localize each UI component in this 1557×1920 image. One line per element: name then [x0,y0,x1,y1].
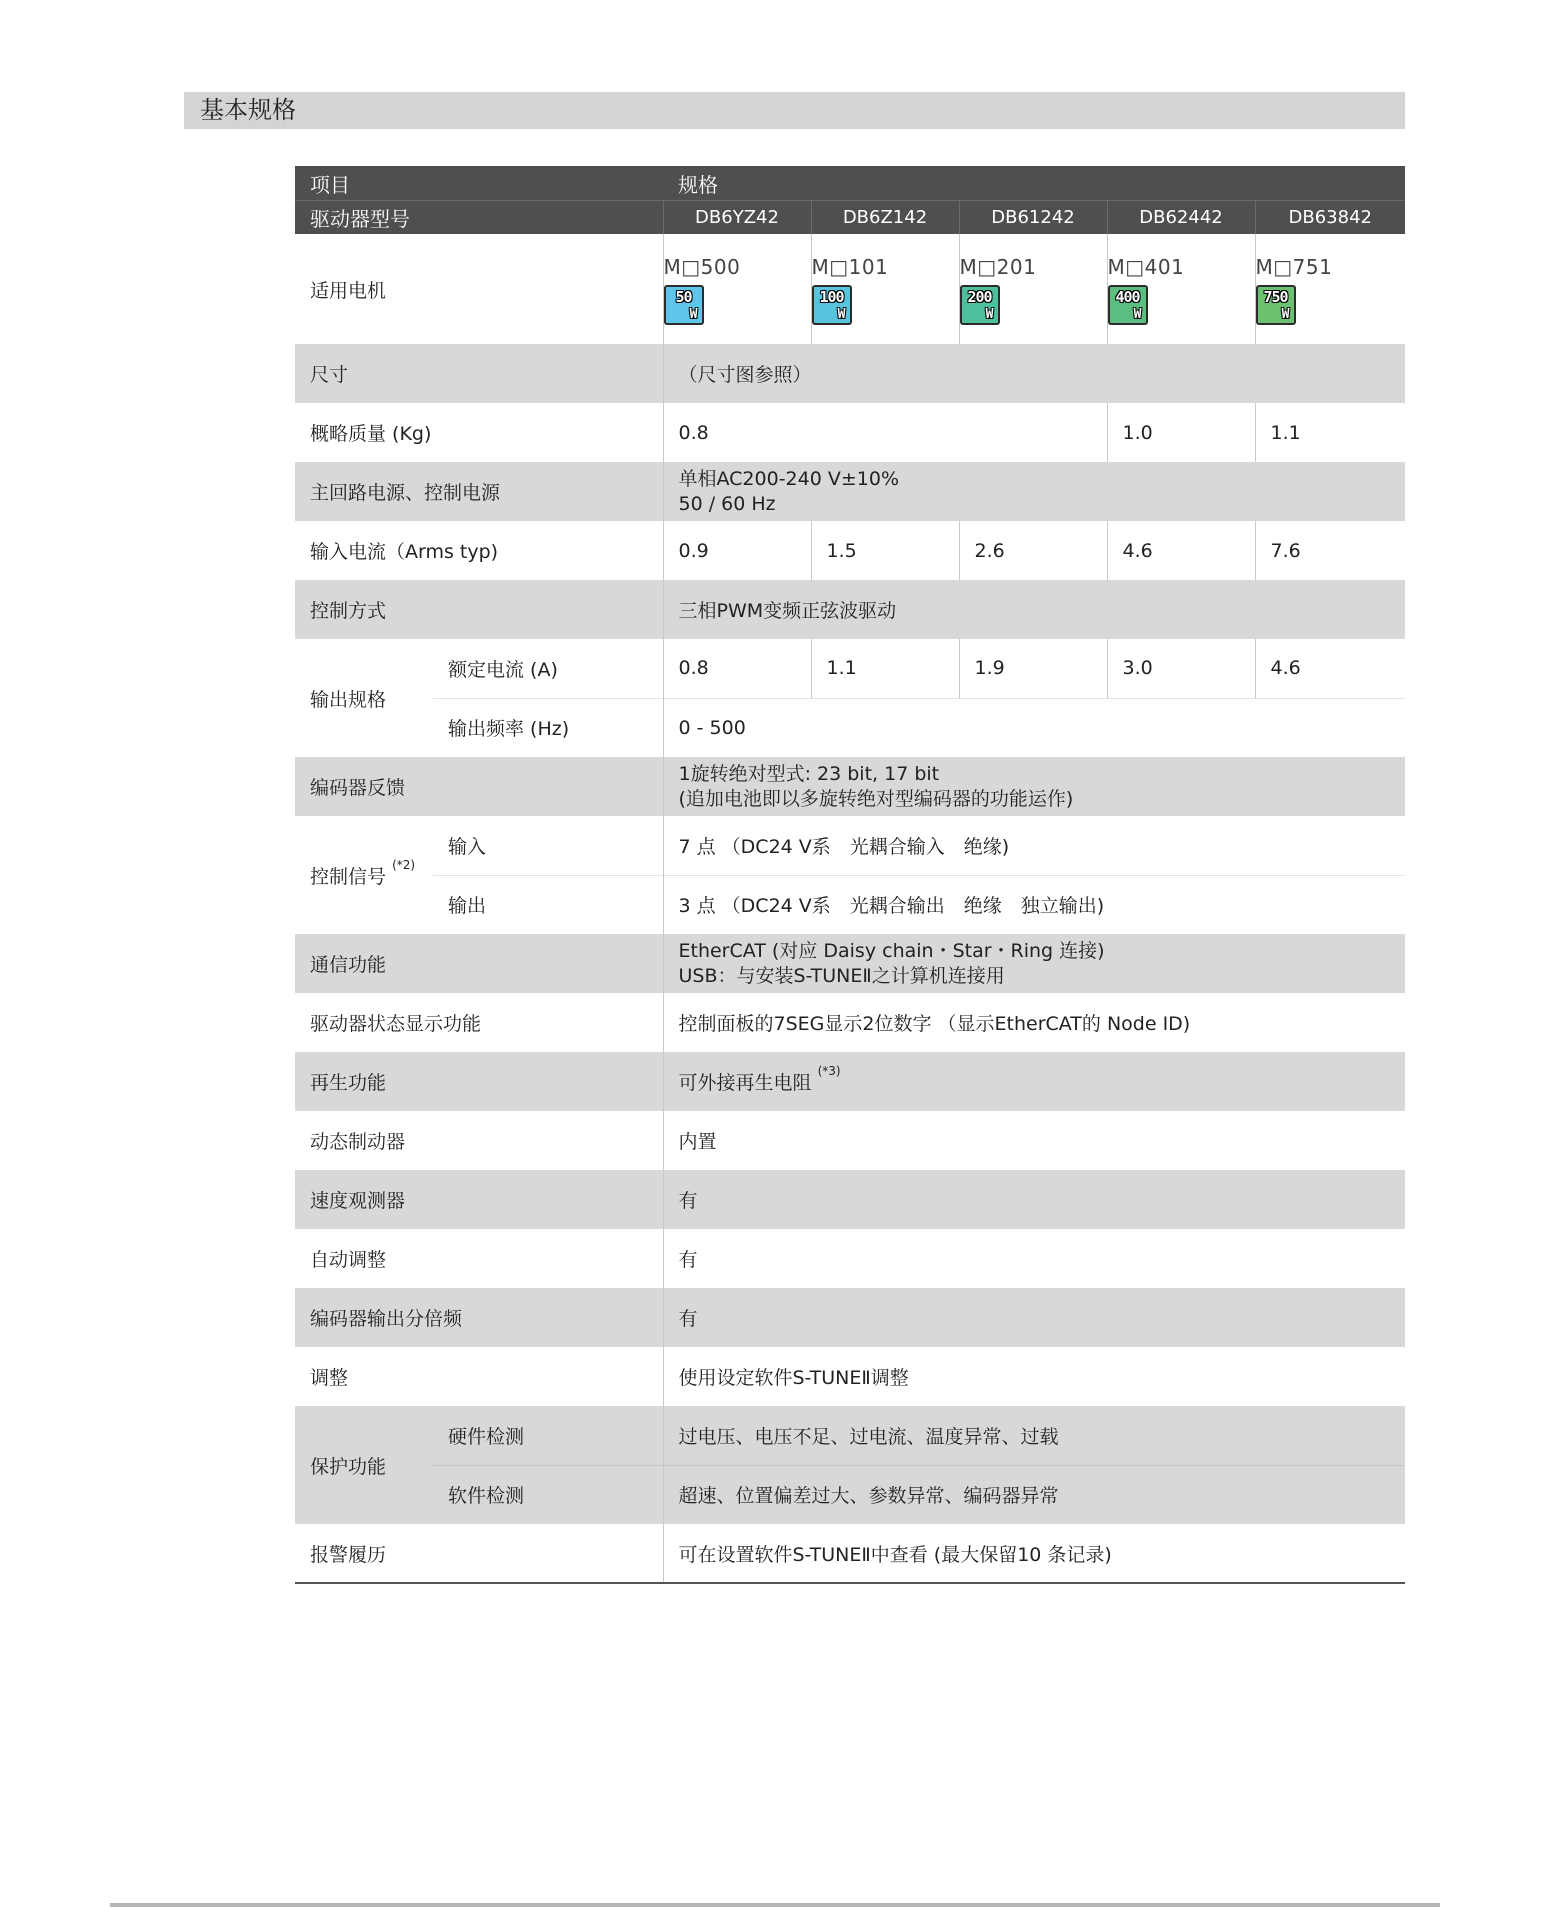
table-row-auto-tuning [295,1229,1405,1288]
row-sublabel: 额定电流 (A) [433,639,663,698]
row-value: 内置 [663,1111,1405,1170]
motor-cell [1107,234,1255,344]
section-header-bar [184,92,1405,129]
row-value: 7 点 （DC24 V系 光耦合输入 绝缘) [663,816,1405,875]
table-row-alarm-history [295,1524,1405,1583]
wattage-badge-icon [1256,285,1296,325]
row-value: 可在设置软件S-TUNEⅡ中查看 (最大保留10 条记录) [663,1524,1405,1583]
row-label: 通信功能 [295,934,663,993]
model-label: 驱动器型号 [295,201,663,235]
row-value: 3 点 （DC24 V系 光耦合输出 绝缘 独立输出) [663,875,1405,934]
model-name: DB62442 [1107,201,1255,235]
footnote-ref: (*3) [817,1064,841,1078]
row-label: 控制方式 [295,580,663,639]
wattage-badge-icon [812,285,852,325]
row-value: （尺寸图参照） [663,344,1405,403]
row-value [663,934,1405,993]
row-value: 0.9 [663,521,811,580]
row-label: 输出规格 [295,639,433,757]
table-row-regen [295,1052,1405,1111]
table-row-tuning [295,1347,1405,1406]
table-row-dimension [295,344,1405,403]
footnote-ref: (*2) [392,857,416,872]
model-name: DB61242 [959,201,1107,235]
row-sublabel: 输出频率 (Hz) [433,698,663,757]
table-row-power [295,462,1405,521]
row-value: 0.8 [663,403,1107,462]
model-header-row [295,201,1405,235]
row-label: 适用电机 [295,234,663,344]
row-value: 有 [663,1288,1405,1347]
badge-watt: 200 [967,287,992,306]
badge-unit: W [1133,306,1142,322]
row-value-line: 50 / 60 Hz [678,492,776,515]
row-sublabel: 硬件检测 [433,1406,663,1465]
table-row-control-signal-input [295,816,1405,875]
row-value-line: USB：与安装S-TUNEⅡ之计算机连接用 [678,964,1005,987]
row-value: 使用设定软件S-TUNEⅡ调整 [663,1347,1405,1406]
section-title: 基本规格 [200,96,296,124]
table-row-output-freq [295,698,1405,757]
table-row-protection-hw [295,1406,1405,1465]
row-label: 保护功能 [295,1406,433,1524]
badge-watt: 400 [1115,287,1140,306]
table-header-row [295,166,1405,201]
motor-cell [663,234,811,344]
header-item-label: 项目 [295,166,663,201]
table-row-control-method [295,580,1405,639]
row-value: 三相PWM变频正弦波驱动 [663,580,1405,639]
motor-cell [811,234,959,344]
row-value: 1.1 [1255,403,1405,462]
row-value: 0.8 [663,639,811,698]
row-value [663,462,1405,521]
table-row-motors [295,234,1405,344]
row-value: 4.6 [1107,521,1255,580]
row-value: 过电压、电压不足、过电流、温度异常、过载 [663,1406,1405,1465]
table-row-dynamic-brake [295,1111,1405,1170]
row-label: 驱动器状态显示功能 [295,993,663,1052]
row-label: 速度观测器 [295,1170,663,1229]
motor-name: M□201 [959,254,1037,279]
row-label: 编码器输出分倍频 [295,1288,663,1347]
wattage-badge-icon [960,285,1000,325]
row-value: 有 [663,1229,1405,1288]
motor-name: M□751 [1255,254,1333,279]
row-value: 1.9 [959,639,1107,698]
wattage-badge-icon [664,285,704,325]
badge-unit: W [837,306,846,322]
row-label-text: 控制信号 [310,865,387,888]
row-label: 输入电流（Arms typ) [295,521,663,580]
header-spec-label: 规格 [663,166,1405,201]
badge-unit: W [1281,306,1290,322]
row-value-text: 可外接再生电阻 [678,1072,812,1094]
badge-unit: W [985,306,994,322]
table-row-status-display [295,993,1405,1052]
row-sublabel: 输出 [433,875,663,934]
motor-name: M□500 [663,254,741,279]
row-label: 概略质量 (Kg) [295,403,663,462]
table-row-output-rated [295,639,1405,698]
row-value [663,1052,1405,1111]
row-label: 调整 [295,1347,663,1406]
model-name: DB6Z142 [811,201,959,235]
row-value-line: EtherCAT (对应 Daisy chain・Star・Ring 连接) [678,939,1105,962]
row-label: 编码器反馈 [295,757,663,816]
row-label [295,816,433,934]
table-row-encoder-divider [295,1288,1405,1347]
row-value: 1.1 [811,639,959,698]
row-value-line: 单相AC200-240 V±10% [678,467,900,490]
row-value: 1.0 [1107,403,1255,462]
row-value: 有 [663,1170,1405,1229]
row-value: 7.6 [1255,521,1405,580]
row-value: 控制面板的7SEG显示2位数字 （显示EtherCAT的 Node ID) [663,993,1405,1052]
row-value: 1.5 [811,521,959,580]
badge-watt: 750 [1263,287,1288,306]
motor-cell [959,234,1107,344]
row-label: 动态制动器 [295,1111,663,1170]
row-value: 2.6 [959,521,1107,580]
row-value [663,757,1405,816]
bottom-divider [110,1903,1440,1907]
row-sublabel: 软件检测 [433,1465,663,1524]
row-value: 4.6 [1255,639,1405,698]
model-name: DB63842 [1255,201,1405,235]
row-label: 再生功能 [295,1052,663,1111]
row-value-line: (追加电池即以多旋转绝对型编码器的功能运作) [678,787,1074,810]
row-value: 超速、位置偏差过大、参数异常、编码器异常 [663,1465,1405,1524]
table-row-mass [295,403,1405,462]
row-sublabel: 输入 [433,816,663,875]
row-value: 0 - 500 [663,698,1405,757]
table-row-input-current [295,521,1405,580]
row-label: 主回路电源、控制电源 [295,462,663,521]
motor-name: M□401 [1107,254,1185,279]
table-row-speed-observer [295,1170,1405,1229]
spec-table [295,166,1405,1584]
row-label: 报警履历 [295,1524,663,1583]
badge-watt: 100 [819,287,844,306]
row-value-line: 1旋转绝对型式: 23 bit, 17 bit [678,762,940,785]
table-row-control-signal-output [295,875,1405,934]
badge-unit: W [689,306,698,322]
motor-name: M□101 [811,254,889,279]
table-row-comm [295,934,1405,993]
row-label: 尺寸 [295,344,663,403]
model-name: DB6YZ42 [663,201,811,235]
table-row-protection-sw [295,1465,1405,1524]
spec-table-container [295,166,1405,1584]
table-row-encoder [295,757,1405,816]
badge-watt: 50 [675,287,692,306]
row-value: 3.0 [1107,639,1255,698]
wattage-badge-icon [1108,285,1148,325]
row-label: 自动调整 [295,1229,663,1288]
motor-cell [1255,234,1405,344]
